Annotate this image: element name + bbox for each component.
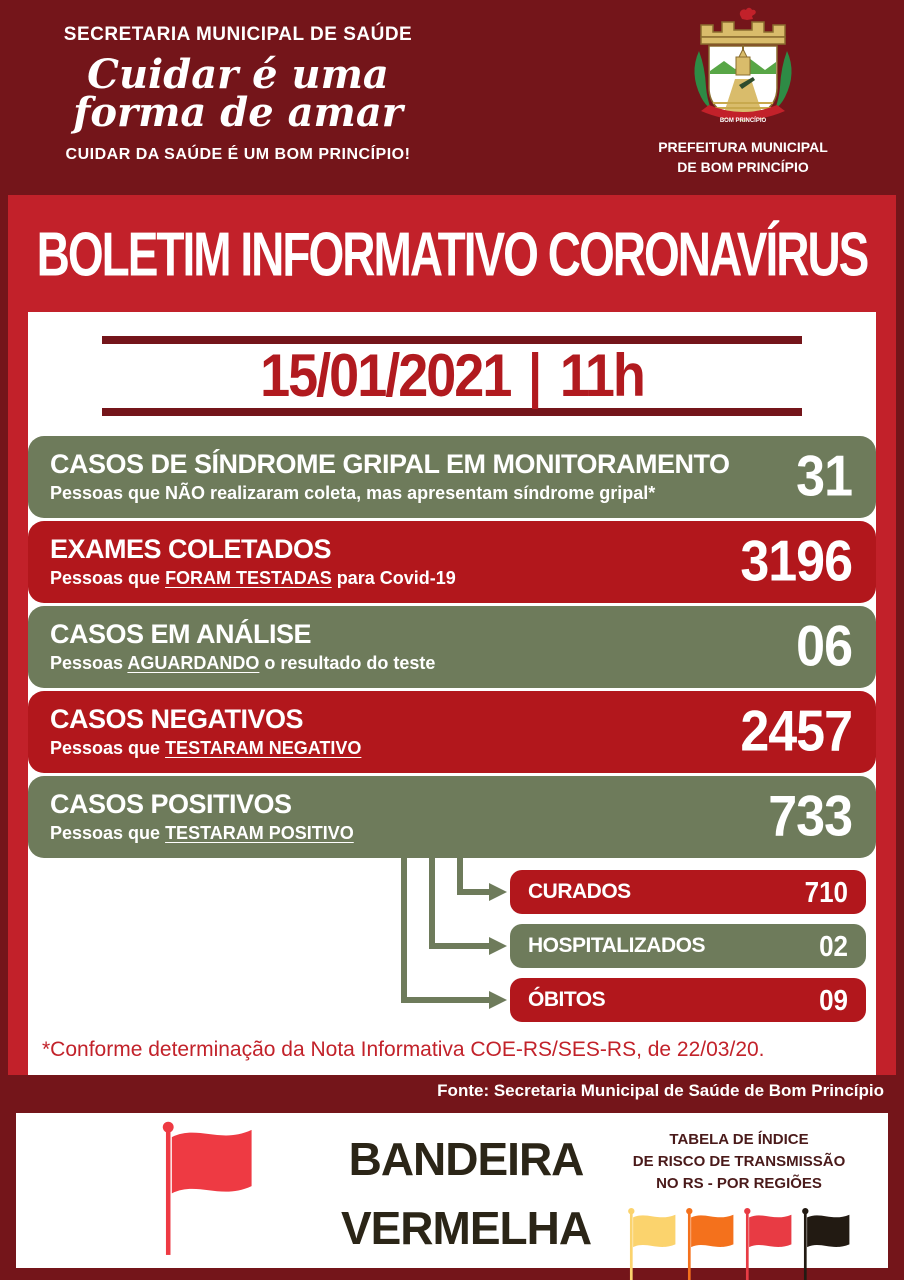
- prefeitura-line1: PREFEITURA MUNICIPAL: [658, 139, 828, 155]
- red-flag-icon: [741, 1206, 795, 1280]
- secretaria-title: SECRETARIA MUNICIPAL DE SAÚDE: [63, 24, 413, 45]
- positive-breakdown: [28, 858, 876, 1022]
- header-right: [618, 0, 868, 195]
- breakdown-value: 09: [819, 982, 848, 1016]
- stat-row-subtitle: Pessoas que FORAM TESTADAS para Covid-19: [50, 567, 456, 588]
- stat-row-title: CASOS EM ANÁLISE: [50, 619, 312, 650]
- yellow-flag-icon: [625, 1206, 679, 1280]
- breakdown-value: 710: [804, 874, 848, 908]
- date-line: [102, 344, 802, 408]
- flag-status-line2: VERMELHA: [340, 1202, 592, 1254]
- stat-rows: [28, 436, 876, 858]
- header: [0, 0, 904, 195]
- prefeitura-line2: DE BOM PRINCÍPIO: [677, 158, 809, 175]
- crest-ribbon-text: BOM PRINCÍPIO: [719, 118, 767, 124]
- date-block: [102, 336, 802, 416]
- connector-lines: [28, 858, 876, 1022]
- stat-row-text: [50, 620, 435, 673]
- stat-row: [28, 436, 876, 518]
- stat-row: [28, 521, 876, 603]
- stat-row: [28, 776, 876, 858]
- flag-status-line1: BANDEIRA: [348, 1133, 584, 1185]
- stat-row-value: 31: [796, 445, 852, 509]
- red-flag-icon: [144, 1119, 274, 1264]
- bulletin-card: [28, 312, 876, 1075]
- date-separator: |: [528, 342, 542, 410]
- stat-row-value: 06: [796, 615, 852, 679]
- stat-row-value: 733: [768, 785, 852, 849]
- stat-row: [28, 606, 876, 688]
- stat-row-subtitle: Pessoas AGUARDANDO o resultado do teste: [50, 652, 436, 673]
- flag-card: [16, 1113, 888, 1268]
- stat-row-text: [50, 450, 730, 503]
- bulletin-date: 15/01/2021: [260, 342, 511, 410]
- script-motto-line2: forma de amar: [73, 89, 403, 136]
- footnote: *Conforme determinação da Nota Informativa COE-RS/SES-RS, de 22/03/20.: [42, 1038, 765, 1061]
- script-motto: [48, 51, 428, 136]
- stat-row-text: [50, 790, 354, 843]
- header-tagline: CUIDAR DA SAÚDE É UM BOM PRINCÍPIO!: [65, 146, 411, 163]
- stat-row-value: 2457: [740, 700, 852, 764]
- risk-flags: [614, 1206, 864, 1280]
- city-crest-icon: [683, 6, 803, 136]
- orange-flag-icon: [683, 1206, 737, 1280]
- risk-table-title-line1: TABELA DE ÍNDICE: [669, 1131, 809, 1148]
- stat-row-text: [50, 535, 456, 588]
- main-red-frame: [8, 195, 896, 1075]
- breakdown-value: 02: [819, 928, 848, 962]
- stat-row-title: CASOS NEGATIVOS: [50, 704, 304, 735]
- banner-title: BOLETIM INFORMATIVO CORONAVÍRUS: [36, 218, 868, 289]
- breakdown-label: ÓBITOS: [528, 988, 606, 1011]
- stat-row-title: CASOS POSITIVOS: [50, 789, 292, 820]
- stat-row-title: EXAMES COLETADOS: [50, 534, 332, 565]
- stat-row: [28, 691, 876, 773]
- prefeitura-title: [618, 138, 868, 177]
- source-text: Fonte: Secretaria Municipal de Saúde de Bom Princípio: [437, 1081, 884, 1100]
- header-left: [48, 0, 428, 195]
- stat-row-subtitle: Pessoas que TESTARAM NEGATIVO: [50, 737, 362, 758]
- stat-row-text: [50, 705, 361, 758]
- script-motto-line1: Cuidar é uma: [87, 51, 389, 98]
- source-bar: [0, 1075, 904, 1107]
- breakdown-label: CURADOS: [528, 880, 631, 903]
- breakdown-label: HOSPITALIZADOS: [528, 934, 705, 957]
- flag-section: [0, 1107, 904, 1280]
- bulletin-time: 11h: [559, 342, 644, 410]
- black-flag-icon: [799, 1206, 853, 1280]
- risk-table-title-line3: NO RS - POR REGIÕES: [656, 1174, 822, 1192]
- flag-status-label: [316, 1125, 616, 1263]
- stat-row-value: 3196: [740, 530, 852, 594]
- risk-table-title-line2: DE RISCO DE TRANSMISSÃO: [632, 1152, 846, 1170]
- risk-table: [614, 1129, 864, 1280]
- stat-row-subtitle: Pessoas que TESTARAM POSITIVO: [50, 822, 354, 843]
- stat-row-title: CASOS DE SÍNDROME GRIPAL EM MONITORAMENTO: [50, 449, 730, 480]
- banner: [8, 195, 896, 312]
- stat-row-subtitle: Pessoas que NÃO realizaram coleta, mas apresentam síndrome gripal*: [50, 482, 656, 503]
